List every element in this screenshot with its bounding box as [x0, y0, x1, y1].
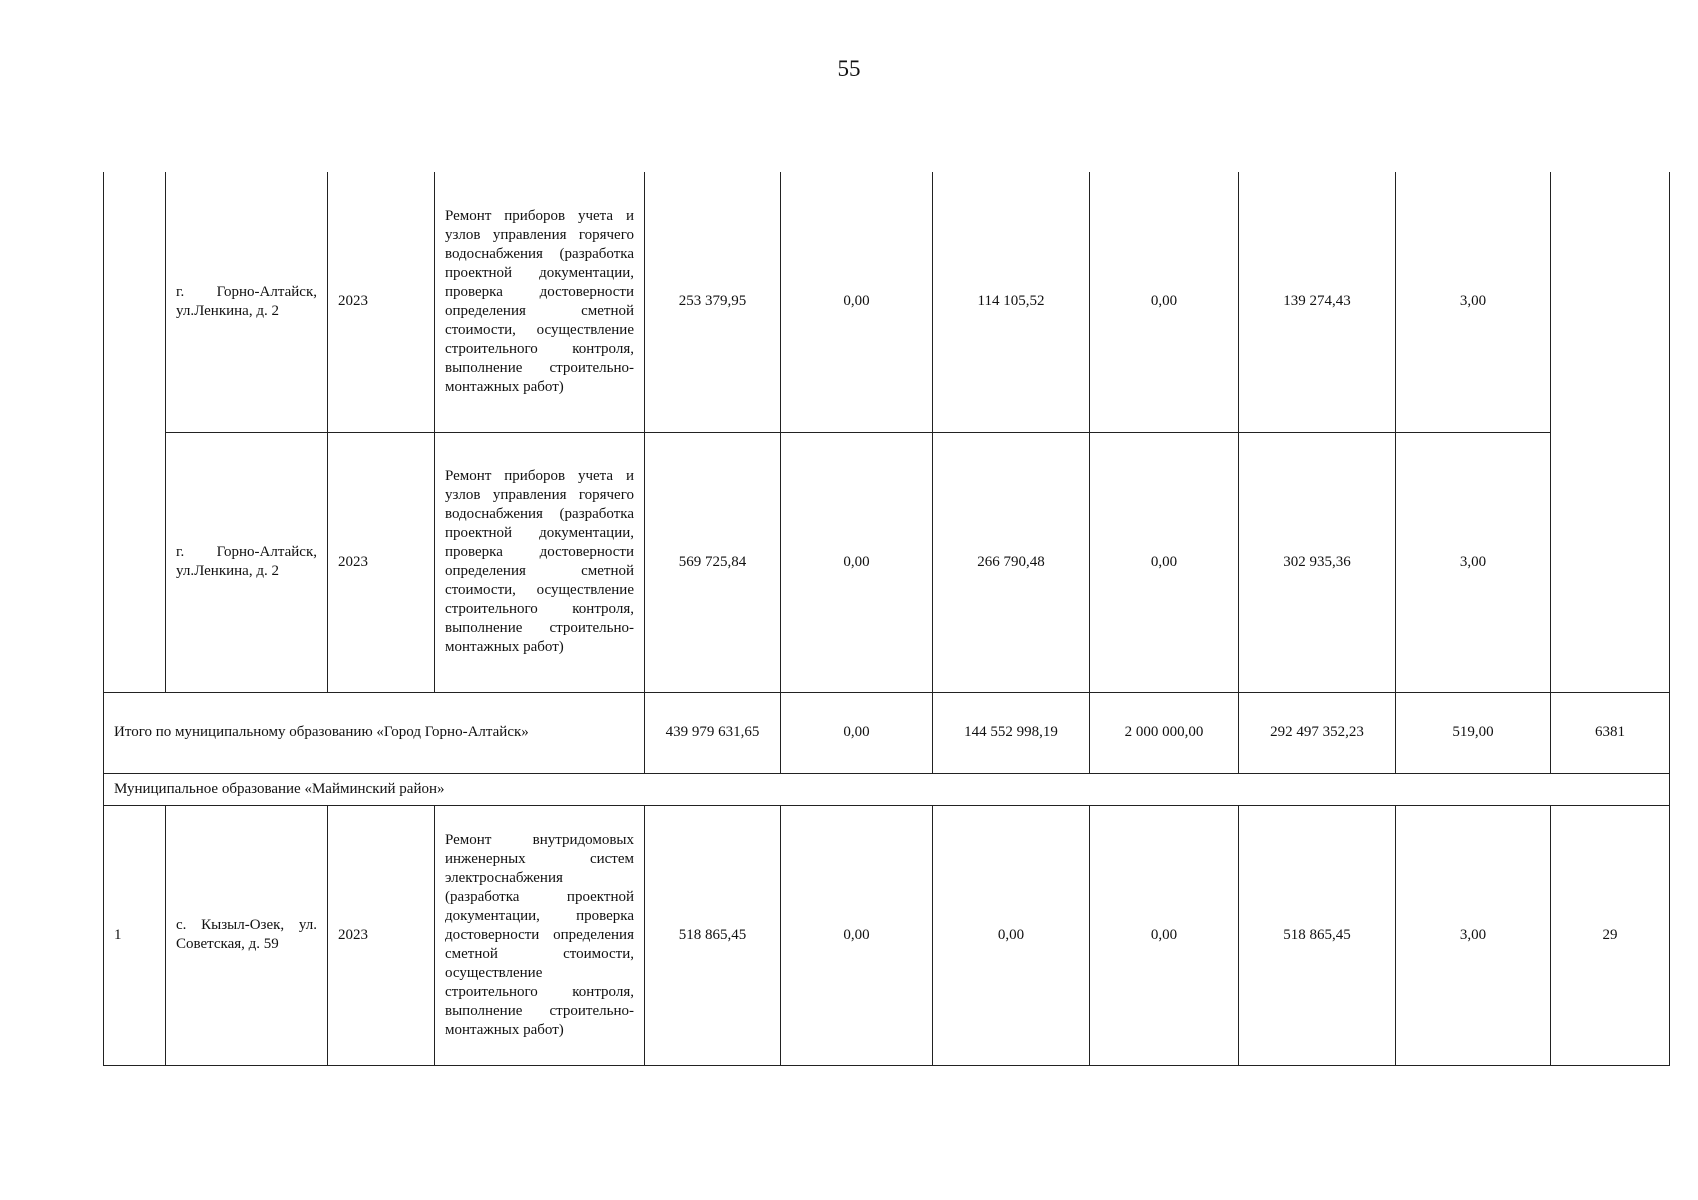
fund-cell-2: 114 105,52 [933, 172, 1090, 432]
year-cell: 2023 [328, 172, 435, 432]
fund-cell-3: 0,00 [1090, 805, 1239, 1065]
section-header-row [104, 773, 1670, 805]
row-number-cell: 1 [104, 805, 166, 1065]
subtotal-fund-4: 292 497 352,23 [1239, 692, 1396, 773]
address-cell: г. Горно-Алтайск, ул.Ленкина, д. 2 [166, 432, 328, 692]
fund-cell-3: 0,00 [1090, 172, 1239, 432]
subtotal-fund-2: 144 552 998,19 [933, 692, 1090, 773]
fund-cell-3: 0,00 [1090, 432, 1239, 692]
fund-cell-2: 0,00 [933, 805, 1090, 1065]
value-cell: 3,00 [1396, 805, 1551, 1065]
work-description-cell: Ремонт внутридомовых инженерных систем электроснабжения (разработка проектной документации, проверка достоверности определения сметной стоимости, осуществление строительного контроля, выполнение строительно-монтажных работ) [435, 805, 645, 1065]
year-cell: 2023 [328, 805, 435, 1065]
table-row [104, 432, 1670, 692]
address-cell: с. Кызыл-Озек, ул. Советская, д. 59 [166, 805, 328, 1065]
total-cost-cell: 253 379,95 [645, 172, 781, 432]
subtotal-label: Итого по муниципальному образованию «Город Горно-Алтайск» [104, 692, 645, 773]
page-number: 55 [837, 56, 861, 81]
section-title: Муниципальное образование «Майминский район» [104, 773, 1670, 805]
subtotal-fund-3: 2 000 000,00 [1090, 692, 1239, 773]
row-number-cell [104, 172, 166, 692]
fund-cell-4: 518 865,45 [1239, 805, 1396, 1065]
fund-cell-1: 0,00 [781, 172, 933, 432]
value-cell: 3,00 [1396, 432, 1551, 692]
subtotal-fund-1: 0,00 [781, 692, 933, 773]
fund-cell-4: 139 274,43 [1239, 172, 1396, 432]
count-cell: 29 [1551, 805, 1670, 1065]
fund-cell-1: 0,00 [781, 805, 933, 1065]
subtotal-total: 439 979 631,65 [645, 692, 781, 773]
year-cell: 2023 [328, 432, 435, 692]
address-cell: г. Горно-Алтайск, ул.Ленкина, д. 2 [166, 172, 328, 432]
count-cell [1551, 172, 1670, 692]
capital-repair-program-table [103, 172, 1670, 1066]
value-cell: 3,00 [1396, 172, 1551, 432]
subtotal-value: 519,00 [1396, 692, 1551, 773]
total-cost-cell: 518 865,45 [645, 805, 781, 1065]
total-cost-cell: 569 725,84 [645, 432, 781, 692]
table-row [104, 805, 1670, 1065]
subtotal-count: 6381 [1551, 692, 1670, 773]
work-description-cell: Ремонт приборов учета и узлов управления горячего водоснабжения (разработка проектной документации, проверка достоверности определения сметной стоимости, осуществление строительного контроля, выполнение строительно-монтажных работ) [435, 172, 645, 432]
table-row [104, 172, 1670, 432]
subtotal-row [104, 692, 1670, 773]
fund-cell-2: 266 790,48 [933, 432, 1090, 692]
fund-cell-1: 0,00 [781, 432, 933, 692]
work-description-cell: Ремонт приборов учета и узлов управления горячего водоснабжения (разработка проектной документации, проверка достоверности определения сметной стоимости, осуществление строительного контроля, выполнение строительно-монтажных работ) [435, 432, 645, 692]
fund-cell-4: 302 935,36 [1239, 432, 1396, 692]
